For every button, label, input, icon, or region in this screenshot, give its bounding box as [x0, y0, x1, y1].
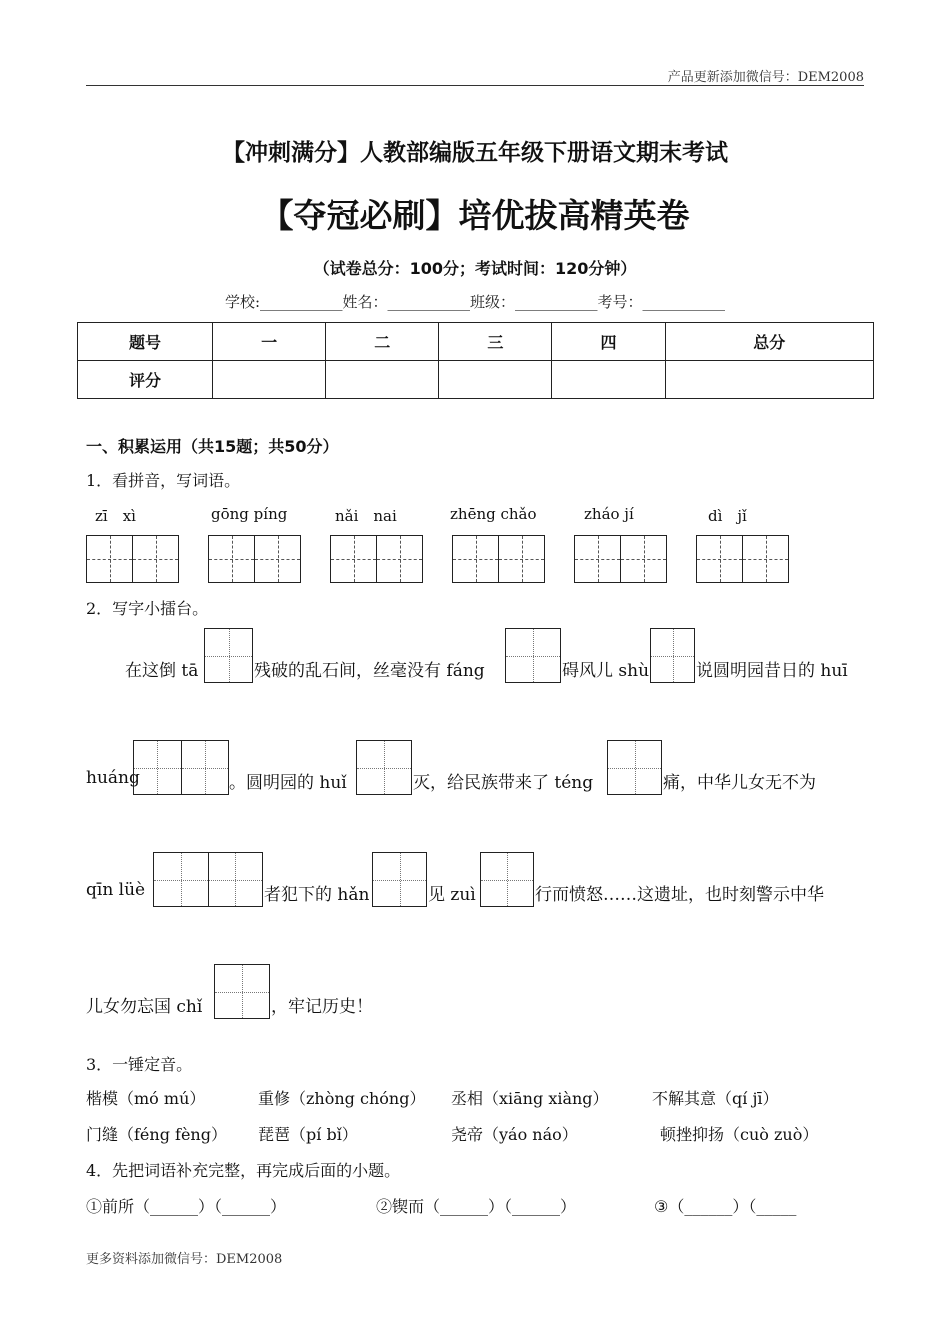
- student-info-line: 学校:___________姓名：___________班级：___________考号：___________: [224, 293, 726, 311]
- score-cell[interactable]: [439, 361, 552, 399]
- header-divider: [86, 85, 864, 86]
- passage-text: 儿女勿忘国 chǐ: [86, 997, 203, 1017]
- question-4-prompt: 4．先把词语补充完整，再完成后面的小题。: [86, 1161, 401, 1180]
- score-header-cell: 总分: [665, 323, 873, 361]
- score-row-label: 评分: [78, 361, 213, 399]
- passage-text: ，牢记历史！: [271, 997, 373, 1017]
- passage-text: 灭，给民族带来了 téng: [413, 773, 594, 793]
- writing-box[interactable]: [650, 628, 695, 683]
- fill-blank-item[interactable]: ①前所（______）（______）: [86, 1197, 287, 1216]
- section-heading: 一、积累运用（共15题；共50分）: [86, 437, 339, 456]
- pinyin-label: zhēng chǎo: [450, 505, 537, 523]
- score-cell[interactable]: [552, 361, 665, 399]
- exam-title-line1: 【冲刺满分】人教部编版五年级下册语文期末考试: [222, 140, 728, 166]
- writing-box[interactable]: [204, 628, 253, 683]
- writing-grid[interactable]: [452, 535, 545, 583]
- choice-item: 不解其意（qí jī）: [652, 1089, 779, 1108]
- writing-box[interactable]: [607, 740, 662, 795]
- pinyin-label: nǎi nai: [335, 507, 397, 525]
- passage-text: 说圆明园昔日的 huī: [696, 661, 848, 681]
- choice-item: 丞相（xiāng xiàng）: [451, 1089, 609, 1108]
- writing-box[interactable]: [372, 852, 427, 907]
- writing-box[interactable]: [356, 740, 412, 795]
- pinyin-label: dì jǐ: [708, 507, 747, 525]
- writing-grid[interactable]: [208, 535, 301, 583]
- pinyin-label: zháo jí: [584, 505, 634, 523]
- question-3-prompt: 3．一锤定音。: [86, 1055, 193, 1074]
- score-table-score-row: [78, 361, 874, 399]
- footer-note: 更多资料添加微信号：DEM2008: [86, 1252, 283, 1267]
- score-table-header-row: [78, 323, 874, 361]
- choice-item: 门缝（féng fèng）: [86, 1125, 227, 1144]
- choice-item: 尧帝（yáo náo）: [451, 1125, 578, 1144]
- passage-text: qīn lüè: [86, 880, 146, 900]
- passage-text: huáng: [86, 768, 140, 788]
- passage-text: 痛，中华儿女无不为: [663, 773, 816, 793]
- passage-text: 行而愤怒……这遗址，也时刻警示中华: [535, 885, 824, 905]
- choice-item: 楷模（mó mú）: [86, 1089, 206, 1108]
- question-1-prompt: 1．看拼音，写词语。: [86, 471, 241, 490]
- pinyin-label: gōng píng: [211, 505, 288, 523]
- question-2-prompt: 2．写字小擂台。: [86, 599, 209, 618]
- writing-grid[interactable]: [330, 535, 423, 583]
- fill-blank-item[interactable]: ③（______）（_____: [654, 1197, 797, 1216]
- writing-grid[interactable]: [86, 535, 179, 583]
- choice-item: 琵琶（pí bǐ）: [258, 1125, 358, 1144]
- choice-item: 重修（zhòng chóng）: [258, 1089, 426, 1108]
- score-header-cell: 四: [552, 323, 665, 361]
- exam-title-line2: 【夺冠必刷】培优拔高精英卷: [260, 196, 690, 235]
- writing-grid[interactable]: [574, 535, 667, 583]
- passage-text: 在这倒 tā: [125, 661, 199, 681]
- score-header-cell: 三: [439, 323, 552, 361]
- header-note: 产品更新添加微信号：DEM2008: [667, 70, 864, 85]
- score-cell[interactable]: [665, 361, 873, 399]
- passage-text: 碍风儿 shù: [562, 661, 650, 681]
- pinyin-label: zī xì: [95, 507, 136, 525]
- choice-item: 顿挫抑扬（cuò zuò）: [660, 1125, 819, 1144]
- exam-subtitle: （试卷总分：100分；考试时间：120分钟）: [313, 259, 637, 278]
- score-header-cell: 题号: [78, 323, 213, 361]
- passage-text: 残破的乱石间，丝毫没有 fáng: [254, 661, 485, 681]
- score-header-cell: 一: [213, 323, 326, 361]
- passage-text: 。圆明园的 huǐ: [229, 773, 347, 793]
- writing-box[interactable]: [214, 964, 270, 1019]
- score-cell[interactable]: [326, 361, 439, 399]
- writing-grid[interactable]: [696, 535, 789, 583]
- score-cell[interactable]: [213, 361, 326, 399]
- writing-box[interactable]: [505, 628, 561, 683]
- fill-blank-item[interactable]: ②锲而（______）（______）: [376, 1197, 577, 1216]
- writing-box[interactable]: [153, 852, 263, 907]
- passage-text: 者犯下的 hǎn: [264, 885, 370, 905]
- passage-text: 见 zuì: [428, 885, 476, 905]
- writing-box[interactable]: [480, 852, 534, 907]
- writing-box[interactable]: [133, 740, 229, 795]
- score-header-cell: 二: [326, 323, 439, 361]
- score-table: [77, 322, 874, 399]
